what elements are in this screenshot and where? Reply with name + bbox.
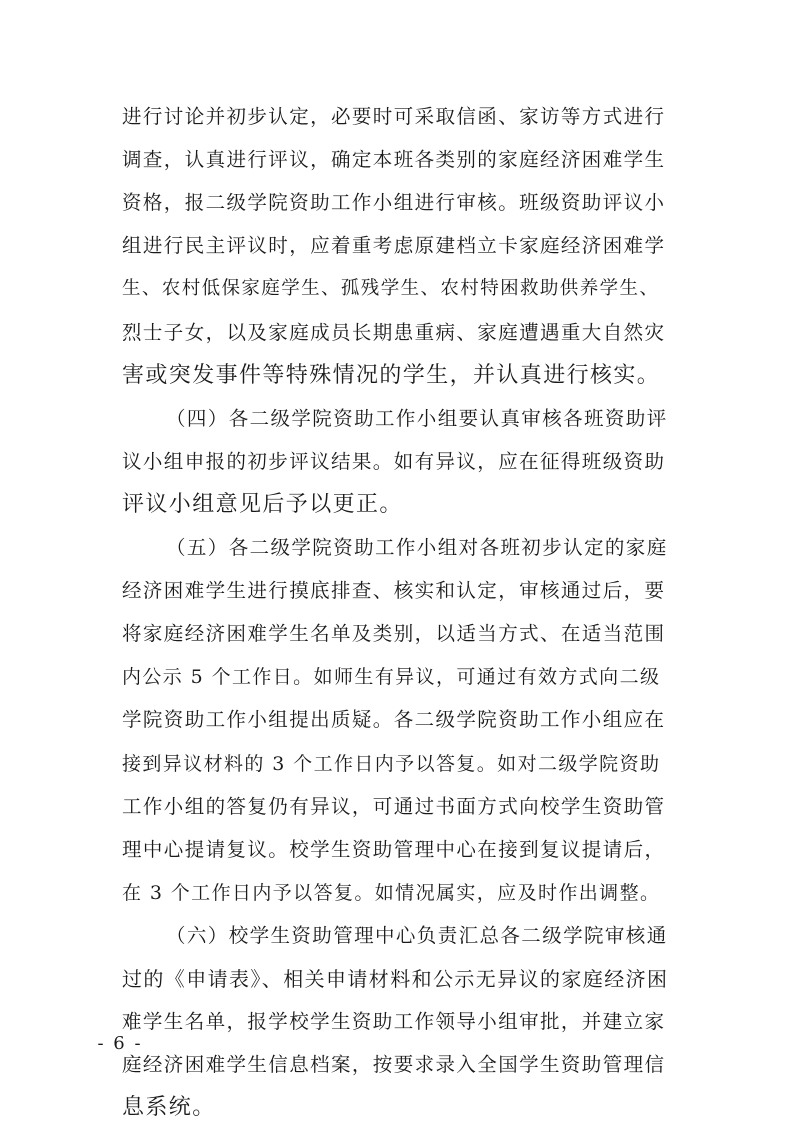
text-line: 工作小组的答复仍有异议，可通过书面方式向校学生资助管: [122, 794, 666, 818]
text-line: 过的《申请表》、相关申请材料和公示无异议的家庭经济困: [122, 967, 669, 991]
text-line: 息系统。: [122, 1095, 216, 1121]
paragraph-4-start: （四）各二级学院资助工作小组要认真审核各班资助评: [166, 406, 668, 430]
paragraph-6-start: （六）校学生资助管理中心负责汇总各二级学院审核通: [166, 923, 668, 947]
text-line: 学院资助工作小组提出质疑。各二级学院资助工作小组应在: [122, 708, 666, 732]
text-line: 经济困难学生进行摸底排查、核实和认定，审核通过后，要: [122, 579, 666, 603]
text-line: 害或突发事件等特殊情况的学生，并认真进行核实。: [122, 362, 661, 388]
text-line: 资格，报二级学院资助工作小组进行审核。班级资助评议小: [122, 191, 666, 215]
text-line: 在 3 个工作日内予以答复。如情况属实，应及时作出调整。: [122, 881, 661, 904]
text-line: 内公示 5 个工作日。如师生有异议，可通过有效方式向二级: [122, 666, 661, 689]
text-line: 难学生名单，报学校学生资助工作领导小组审批，并建立家: [122, 1010, 666, 1034]
text-line: 将家庭经济困难学生名单及类别，以适当方式、在适当范围: [122, 622, 666, 646]
text-line: 调查，认真进行评议，确定本班各类别的家庭经济困难学生: [122, 148, 666, 172]
text-line: 生、农村低保家庭学生、孤残学生、农村特困救助供养学生、: [122, 278, 660, 300]
text-line: 进行讨论并初步认定，必要时可采取信函、家访等方式进行: [122, 105, 666, 128]
text-line: 接到异议材料的 3 个工作日内予以答复。如对二级学院资助: [122, 752, 661, 775]
text-line: 评议小组意见后予以更正。: [122, 491, 403, 517]
paragraph-5-start: （五）各二级学院资助工作小组对各班初步认定的家庭: [166, 536, 668, 559]
text-line: 庭经济困难学生信息档案，按要求录入全国学生资助管理信: [122, 1053, 666, 1077]
page-number: - 6 -: [97, 1033, 143, 1054]
text-line: 烈士子女，以及家庭成员长期患重病、家庭遭遇重大自然灾: [122, 320, 666, 344]
text-line: 议小组申报的初步评议结果。如有异议，应在征得班级资助: [122, 449, 666, 473]
text-line: 理中心提请复议。校学生资助管理中心在接到复议提请后，: [122, 837, 666, 861]
text-line: 组进行民主评议时，应着重考虑原建档立卡家庭经济困难学: [122, 234, 666, 258]
